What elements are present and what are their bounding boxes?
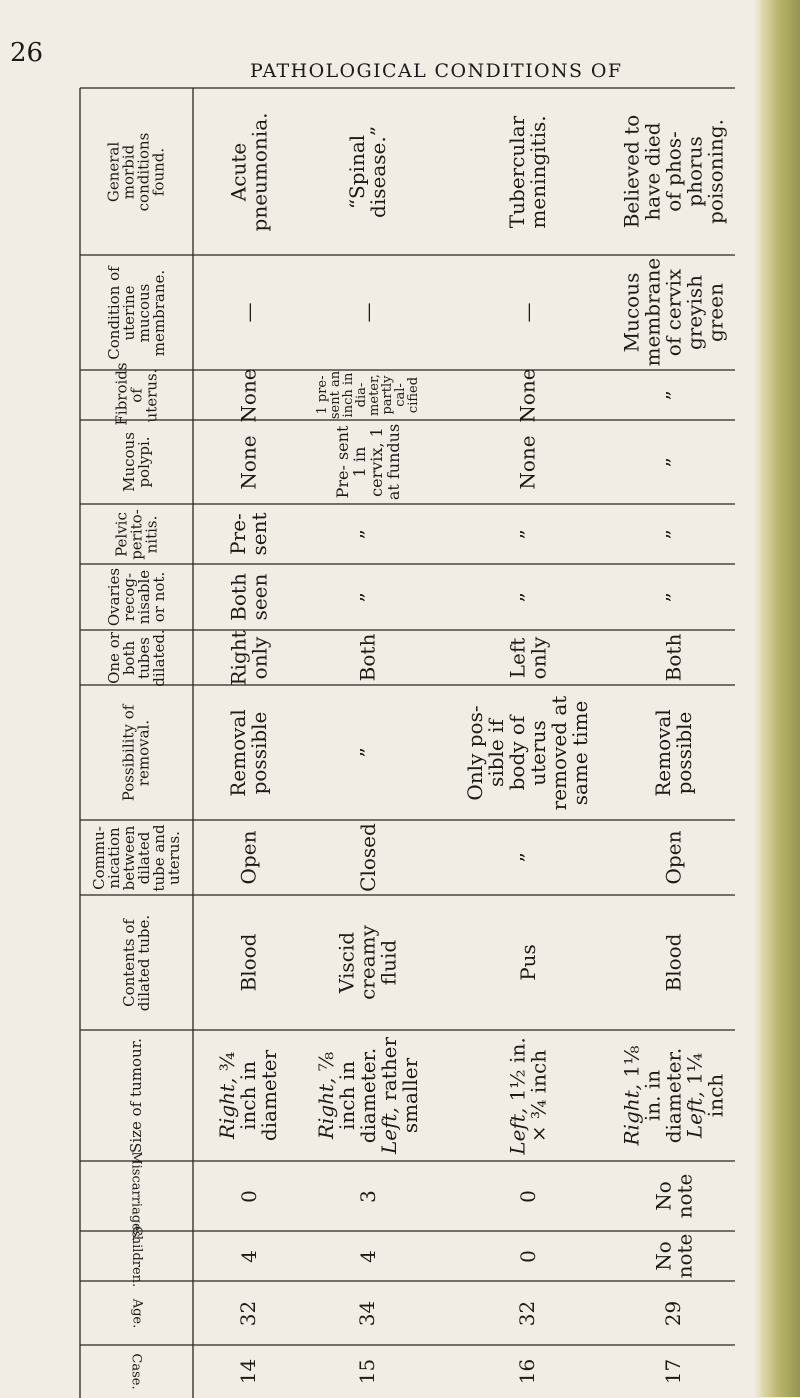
- size-value-case17: 1⅛ in. in diameter.: [619, 1045, 686, 1144]
- cell-size-case14: [215, 1049, 282, 1142]
- size-value-case15: ⅞ inch in diameter.: [313, 1047, 380, 1144]
- cell-size-case17: [619, 1035, 728, 1157]
- cell-ovaries-case17: ”: [661, 591, 686, 603]
- cell-uterine-case15: —: [355, 302, 380, 323]
- cell-pelvic-case16: ”: [515, 528, 540, 540]
- cell-removal-case15: ”: [355, 747, 380, 758]
- size-value-case16: 1½ in. × ¾ inch: [505, 1036, 550, 1142]
- row-communication: [80, 820, 735, 895]
- cell-pelvic-case14: Pre- sent: [226, 512, 271, 556]
- size-side-case17: Right,: [619, 1083, 644, 1146]
- cell-children-case15: 4: [355, 1249, 380, 1263]
- cell-tubes-case16: Left only: [505, 636, 550, 679]
- cell-case-case14: 14: [236, 1358, 261, 1385]
- cell-tubes-case14: Right only: [226, 629, 271, 685]
- cell-size-case15: [313, 1033, 422, 1158]
- row-fibroids: [80, 361, 735, 425]
- size-value2-case17: 1¼ inch: [682, 1052, 728, 1118]
- row-case: [80, 1345, 735, 1398]
- pathology-table: [80, 88, 735, 1398]
- cell-case-case17: 17: [661, 1358, 686, 1385]
- header-general-morbid-conditions: General morbid conditions found.: [104, 132, 168, 211]
- cell-children-case16: 0: [515, 1249, 540, 1263]
- cell-age-case14: 32: [236, 1300, 261, 1326]
- cell-polypi-case16: None: [515, 434, 540, 490]
- cell-communication-case17: Open: [661, 830, 686, 885]
- cell-age-case16: 32: [515, 1300, 540, 1326]
- row-mucous-polypi: [80, 420, 735, 504]
- cell-miscarriages-case14: 0: [236, 1189, 261, 1203]
- cell-contents-case14: Blood: [236, 933, 261, 992]
- cell-uterine-case16: —: [515, 302, 540, 323]
- size-value2-case15: rather smaller: [376, 1036, 422, 1134]
- row-contents: [80, 895, 735, 1030]
- cell-uterine-case14: —: [236, 302, 261, 323]
- cell-communication-case16: ”: [515, 852, 540, 863]
- cell-pelvic-case17: ”: [661, 528, 686, 540]
- row-uterine-mucous-membrane: [80, 255, 735, 370]
- cell-miscarriages-case16: 0: [515, 1189, 540, 1203]
- header-age: Age.: [128, 1298, 144, 1328]
- cell-ovaries-case15: ”: [355, 591, 380, 603]
- header-ovaries: Ovaries recog-nisable or not.: [104, 567, 168, 627]
- cell-case-case15: 15: [355, 1358, 380, 1385]
- size-side2-case15: Left,: [376, 1107, 401, 1155]
- cell-communication-case15: Closed: [355, 823, 380, 892]
- cell-contents-case17: Blood: [661, 933, 686, 992]
- row-children: [80, 1225, 735, 1287]
- cell-polypi-case14: None: [236, 434, 261, 490]
- header-size-of-tumour: Size of tumour.: [127, 1038, 145, 1153]
- size-value-case14: ¾ inch in diameter: [215, 1049, 282, 1142]
- row-age: [80, 1281, 735, 1345]
- cell-fibroids-case15: 1 pre- sent an inch in dia- meter, partly cal- cified: [315, 370, 421, 420]
- cell-children-case14: 4: [236, 1249, 261, 1263]
- cell-pelvic-case15: ”: [355, 528, 380, 540]
- cell-ovaries-case14: Both seen: [226, 573, 271, 621]
- cell-age-case17: 29: [661, 1300, 686, 1326]
- cell-polypi-case15: Pre- sent 1 in cervix, 1 at fundus: [333, 423, 403, 501]
- cell-miscarriages-case17: No note: [651, 1173, 696, 1219]
- header-miscarriages: Miscarriages.: [128, 1150, 144, 1242]
- cell-uterine-case17: Mucous membrane of cervix greyish green: [619, 257, 728, 367]
- cell-removal-case16: Only pos- sible if body of uterus removed at same time: [463, 695, 592, 810]
- size-side-case14: Right,: [215, 1077, 240, 1140]
- cell-fibroids-case17: ”: [661, 389, 686, 401]
- size-side2-case17: Left,: [682, 1091, 707, 1139]
- cell-communication-case14: Open: [236, 830, 261, 885]
- row-pelvic-peritonitis: [80, 504, 735, 564]
- page-number: 26: [10, 38, 44, 68]
- cell-polypi-case17: ”: [661, 456, 686, 468]
- cell-contents-case16: Pus: [515, 944, 540, 981]
- header-possibility-of-removal: Possibility of removal.: [119, 704, 153, 801]
- cell-removal-case17: Removal possible: [651, 708, 696, 797]
- cell-ovaries-case16: ”: [515, 591, 540, 603]
- header-case: Case.: [128, 1353, 144, 1390]
- cell-removal-case14: Removal possible: [226, 708, 271, 797]
- cell-general-case17: Believed to have died of phos- phorus poisoning.: [619, 114, 728, 229]
- page-edge: [754, 0, 800, 1397]
- cell-general-case15: “Spinal disease.”: [345, 125, 390, 218]
- size-side-case15: Right,: [313, 1077, 338, 1140]
- header-tubes-dilated: One or both tubes dilated.: [104, 628, 168, 687]
- cell-case-case16: 16: [515, 1358, 540, 1385]
- header-mucous-polypi: Mucous polypi.: [119, 432, 153, 492]
- cell-fibroids-case14: None: [236, 367, 261, 423]
- cell-size-case16: [507, 1033, 549, 1158]
- header-communication: Commu-nication between dilated tube and uterus.: [89, 823, 183, 892]
- running-head: PATHOLOGICAL CONDITIONS OF: [250, 60, 623, 82]
- cell-age-case15: 34: [355, 1300, 380, 1326]
- cell-miscarriages-case15: 3: [355, 1189, 380, 1203]
- size-side-case16: Left,: [505, 1107, 529, 1155]
- cell-contents-case15: Viscid creamy fluid: [334, 925, 401, 1000]
- row-general-morbid-conditions: [80, 88, 735, 255]
- cell-general-case14: Acute pneumonia.: [226, 112, 271, 231]
- header-fibroids: Fibroids of uterus.: [112, 361, 160, 425]
- row-ovaries: [80, 564, 735, 630]
- header-contents: Contents of dilated tube.: [119, 914, 153, 1011]
- row-size-of-tumour: [80, 1030, 735, 1161]
- cell-fibroids-case16: None: [515, 367, 540, 423]
- cell-children-case17: No note: [651, 1233, 696, 1279]
- cell-tubes-case17: Both: [661, 633, 686, 682]
- cell-general-case16: Tubercular meningitis.: [505, 114, 550, 229]
- row-miscarriages: [80, 1150, 735, 1242]
- header-uterine-mucous-membrane: Condition of uterine mucous membrane.: [104, 265, 168, 360]
- header-pelvic-peritonitis: Pelvic perito-nitis.: [112, 508, 160, 560]
- cell-tubes-case15: Both: [355, 633, 380, 682]
- header-children: Children.: [129, 1225, 144, 1287]
- row-tubes-dilated: [80, 630, 735, 685]
- row-possibility-of-removal: [80, 685, 735, 820]
